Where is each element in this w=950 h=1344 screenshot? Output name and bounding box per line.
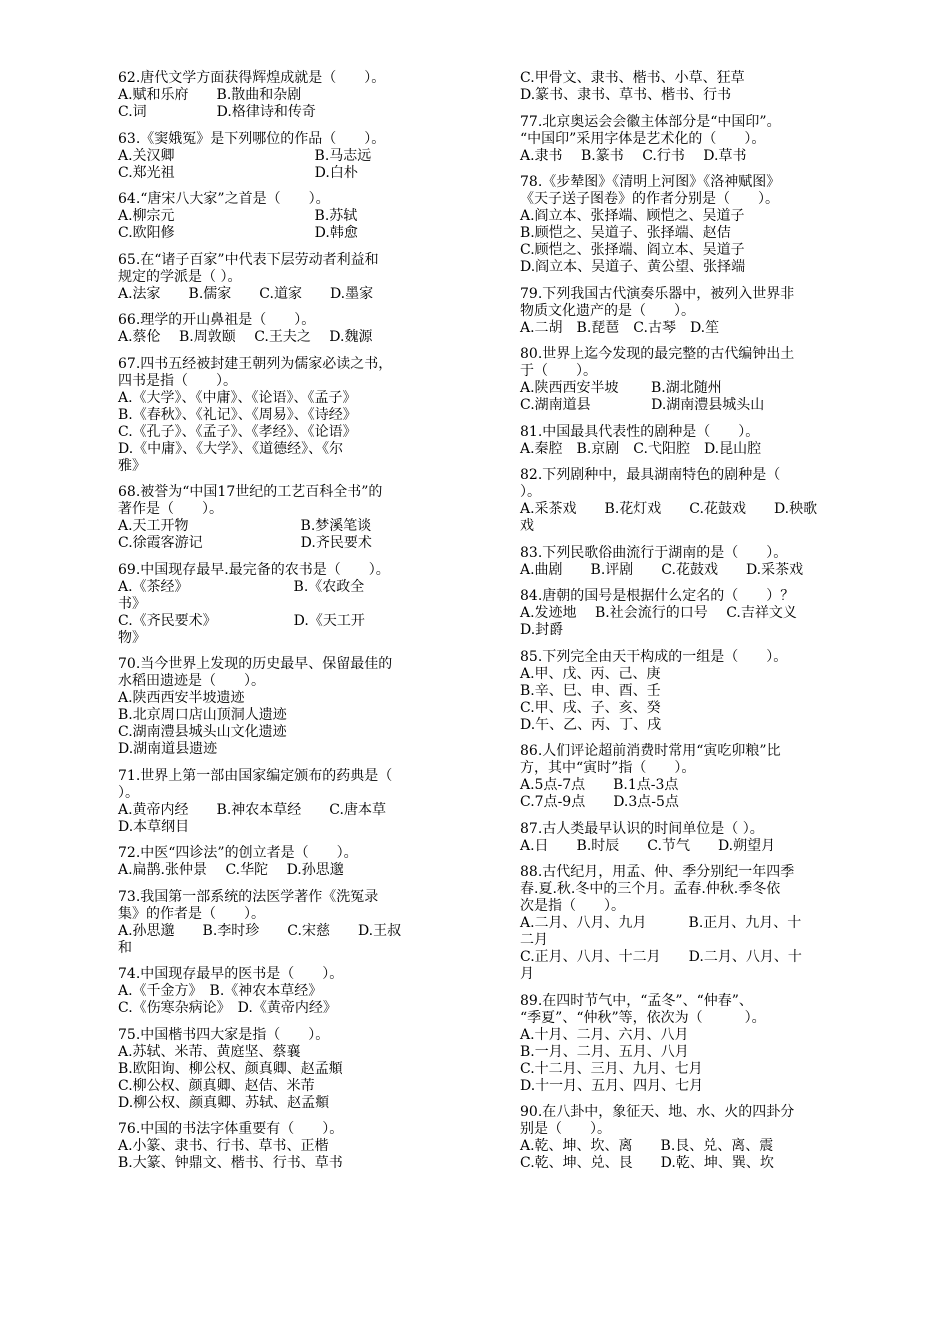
question-line: 77.北京奥运会会徽主体部分是“中国印”。	[520, 113, 781, 130]
question-line: A.二月、八月、九月 B.正月、九月、十	[520, 915, 802, 931]
question-line: A.孙思邈 B.李时珍 C.宋慈 D.王叔	[118, 922, 402, 939]
question-line: A.二胡 B.琵琶 C.古琴 D.笙	[520, 319, 720, 336]
question-block	[118, 1027, 463, 1112]
question-line: A.甲、戊、丙、己、庚	[520, 665, 661, 682]
question-line: 65.在“诸子百家”中代表下层劳动者利益和	[118, 251, 379, 268]
question-block	[520, 467, 865, 535]
question-line: 72.中医“四诊法”的创立者是（ ）。	[118, 845, 358, 861]
question-line: 68.被誉为“中国17世纪的工艺百科全书”的	[118, 484, 383, 500]
question-line: 79.下列我国古代演奏乐器中，被列入世界非	[520, 285, 795, 302]
question-line: 85.下列完全由天干构成的一组是（ ）。	[520, 648, 788, 665]
question-line: A.十月、二月、六月、八月	[520, 1026, 689, 1043]
question-line: 《天子送子图卷》的作者分别是（ ）。	[520, 191, 779, 207]
question-line: B.大篆、钟鼎文、楷书、行书、草书	[118, 1155, 343, 1171]
question-line: A.曲剧 B.评剧 C.花鼓戏 D.采茶戏	[520, 561, 804, 578]
question-line: 63.《窦娥冤》是下列哪位的作品（ ）。	[118, 130, 386, 147]
question-line: 84.唐朝的国号是根据什么定名的（ ）？	[520, 588, 795, 604]
question-line: 方，其中“寅时”指（ ）。	[520, 760, 696, 776]
question-block	[520, 864, 865, 983]
question-line: A.日 B.时辰 C.节气 D.朔望月	[520, 837, 776, 854]
question-line: 70.当今世界上发现的历史最早、保留最佳的	[118, 656, 393, 672]
question-line: A.柳宗元 B.苏轼	[118, 208, 358, 224]
question-line: 戏	[520, 518, 534, 534]
question-line: 春.夏.秋.冬中的三个月。孟春.仲秋.季冬依	[520, 881, 781, 897]
question-line: D.封爵	[520, 622, 564, 638]
question-block	[520, 286, 865, 337]
question-block	[118, 768, 463, 836]
question-line: A.发迹地 B.社会流行的口号 C.吉祥文义	[520, 605, 797, 621]
question-line: A.小篆、隶书、行书、草书、正楷	[118, 1138, 329, 1154]
question-block	[118, 356, 463, 475]
question-line: C.郑光祖 D.白朴	[118, 164, 358, 181]
question-block	[118, 845, 463, 879]
question-line: 物质文化遗产的是（ ）。	[520, 302, 695, 319]
question-line: A.乾、坤、坎、离 B.艮、兑、离、震	[520, 1138, 774, 1154]
question-block	[118, 562, 463, 647]
question-line: 86.人们评论超前消费时常用“寅吃卯粮”比	[520, 743, 781, 759]
question-block	[118, 70, 463, 121]
question-line: C.欧阳修 D.韩愈	[118, 225, 358, 241]
question-line: C.甲、戌、子、亥、癸	[520, 699, 661, 716]
question-block	[118, 484, 463, 552]
question-line: B.顾恺之、吴道子、张择端、赵佶	[520, 225, 731, 241]
question-line: B.北京周口店山顶洞人遗迹	[118, 707, 287, 723]
question-line: 别是（ ）。	[520, 1121, 611, 1137]
question-line: 74.中国现存最早的医书是（ ）。	[118, 966, 344, 982]
question-line: A.法家 B.儒家 C.道家 D.墨家	[118, 285, 374, 302]
question-line: C.7点-9点 D.3点-5点	[520, 794, 679, 810]
question-line: C.十二月、三月、九月、七月	[520, 1060, 703, 1077]
question-line: 66.理学的开山鼻祖是（ ）。	[118, 312, 316, 328]
question-block	[520, 424, 865, 458]
question-line: 67.四书五经被封建王朝列为儒家必读之书，	[118, 355, 393, 372]
question-block	[520, 346, 865, 414]
question-line: C.乾、坤、兑、艮 D.乾、坤、巽、坎	[520, 1155, 774, 1171]
question-block	[118, 312, 463, 346]
question-line: 四书是指（ ）。	[118, 372, 237, 389]
question-line: A.阎立本、张择端、顾恺之、吴道子	[520, 208, 745, 224]
question-block	[520, 743, 865, 811]
question-block	[520, 649, 865, 734]
question-block	[118, 966, 463, 1017]
question-line: A.隶书 B.篆书 C.行书 D.草书	[520, 147, 747, 164]
question-line: A.天工开物 B.梦溪笔谈	[118, 518, 372, 534]
question-line: A.《大学》、《中庸》、《论语》、《孟子》	[118, 389, 357, 406]
question-block	[520, 114, 865, 165]
question-block	[520, 821, 865, 855]
question-line: A.苏轼、米芾、黄庭坚、蔡襄	[118, 1043, 301, 1060]
question-line: D.篆书、隶书、草书、楷书、行书	[520, 87, 732, 103]
question-line: A.蔡伦 B.周敦颐 C.王夫之 D.魏源	[118, 329, 373, 345]
question-line: C.徐霞客游记 D.齐民要术	[118, 535, 372, 551]
question-line: D.阎立本、吴道子、黄公望、张择端	[520, 259, 746, 275]
question-line: D.湖南道县遗迹	[118, 741, 218, 757]
question-line: D.十一月、五月、四月、七月	[520, 1077, 704, 1094]
question-line: “季夏”、“仲秋”等，依次为（ ）。	[520, 1009, 766, 1026]
question-line: D.柳公权、颜真卿、苏轼、赵孟頫	[118, 1094, 330, 1111]
question-line: A.采茶戏 B.花灯戏 C.花鼓戏 D.秧歌	[520, 501, 818, 517]
question-line: A.关汉卿 B.马志远	[118, 147, 372, 164]
question-line: 71.世界上第一部由国家编定颁布的药典是（	[118, 767, 393, 784]
question-line: 69.中国现存最早.最完备的农书是（ ）。	[118, 561, 390, 578]
question-line: C.湖南澧县城头山文化遗迹	[118, 724, 287, 740]
question-line: 雅》	[118, 457, 146, 474]
question-line: 于（ ）。	[520, 363, 597, 379]
question-line: 次是指（ ）。	[520, 898, 625, 914]
question-line: C.《孔子》、《孟子》、《孝经》、《论语》	[118, 423, 357, 440]
question-line: D.《中庸》、《大学》、《道德经》、《尔	[118, 440, 344, 457]
question-line: 物》	[118, 629, 146, 646]
question-line: C.《伤寒杂病论》 D.《黄帝内经》	[118, 1000, 337, 1016]
question-block	[520, 1104, 865, 1172]
right-column	[520, 70, 865, 1182]
question-block	[520, 174, 865, 276]
question-block	[118, 131, 463, 182]
question-line: B.欧阳询、柳公权、颜真卿、赵孟頫	[118, 1060, 343, 1077]
question-block	[520, 545, 865, 579]
question-line: B.一月、二月、五月、八月	[520, 1043, 689, 1060]
question-line: A.赋和乐府 B.散曲和杂剧	[118, 87, 302, 103]
question-block	[520, 588, 865, 639]
question-line: B.《春秋》、《礼记》、《周易》、《诗经》	[118, 406, 357, 423]
question-line: C.甲骨文、隶书、楷书、小草、狂草	[520, 70, 745, 86]
question-block	[118, 889, 463, 957]
question-line: 73.我国第一部系统的法医学著作《洗冤录	[118, 888, 379, 905]
question-line: C.湖南道县 D.湖南澧县城头山	[520, 397, 765, 413]
question-line: ）。	[118, 784, 139, 801]
question-line: ）。	[520, 484, 541, 500]
question-line: C.《齐民要术》 D.《天工开	[118, 612, 365, 629]
question-line: “中国印”采用字体是艺术化的（ ）。	[520, 130, 766, 147]
left-column	[118, 70, 463, 1182]
question-line: 82.下列剧种中，最具湖南特色的剧种是（	[520, 467, 781, 483]
question-line: 著作是（ ）。	[118, 501, 223, 517]
question-line: 75.中国楷书四大家是指（ ）。	[118, 1026, 330, 1043]
question-line: A.扁鹊.张仲景 C.华陀 D.孙思邈	[118, 862, 344, 878]
question-line: 89.在四时节气中，“孟冬”、“仲春”、	[520, 992, 753, 1009]
question-line: 87.古人类最早认识的时间单位是（ ）。	[520, 820, 764, 837]
question-line: 和	[118, 939, 132, 956]
question-line: 书》	[118, 595, 146, 612]
question-line: 水稻田遗迹是（ ）。	[118, 673, 265, 689]
question-line: A.陕西西安半坡遗迹	[118, 690, 245, 706]
question-line: C.柳公权、颜真卿、赵佶、米芾	[118, 1077, 315, 1094]
question-block	[118, 1121, 463, 1172]
question-line: A.《千金方》 B.《神农本草经》	[118, 983, 323, 999]
question-line: 81.中国最具代表性的剧种是（ ）。	[520, 423, 760, 440]
question-line: D.本草纲目	[118, 818, 190, 835]
question-line: C.顾恺之、张择端、阎立本、吴道子	[520, 242, 745, 258]
question-line: 64.“唐宋八大家”之首是（ ）。	[118, 191, 330, 207]
question-line: 二月	[520, 932, 548, 948]
question-line: 78.《步辇图》《清明上河图》《洛神赋图》	[520, 174, 781, 190]
question-line: A.黄帝内经 B.神农本草经 C.唐本草	[118, 801, 386, 818]
question-line: C.正月、八月、十二月 D.二月、八月、十	[520, 949, 802, 965]
question-line: D.午、乙、丙、丁、戌	[520, 716, 662, 733]
question-line: A.陕西西安半坡 B.湖北随州	[520, 380, 722, 396]
question-line: 集》的作者是（ ）。	[118, 905, 265, 922]
question-line: 76.中国的书法字体重要有（ ）。	[118, 1121, 344, 1137]
question-line: A.《茶经》 B.《农政全	[118, 578, 365, 595]
question-line: 62.唐代文学方面获得辉煌成就是（ ）。	[118, 70, 386, 86]
question-line: C.词 D.格律诗和传奇	[118, 104, 316, 120]
question-block	[118, 191, 463, 242]
question-line: 88.古代纪月，用孟、仲、季分别纪一年四季	[520, 864, 795, 880]
question-block	[520, 70, 865, 104]
question-line: A.秦腔 B.京剧 C.弋阳腔 D.昆山腔	[520, 440, 762, 457]
question-line: B.辛、巳、申、酉、壬	[520, 682, 661, 699]
question-line: 90.在八卦中，象征天、地、水、火的四卦分	[520, 1104, 795, 1120]
question-line: 83.下列民歌俗曲流行于湖南的是（ ）。	[520, 544, 788, 561]
question-block	[520, 993, 865, 1095]
question-line: 80.世界上迄今发现的最完整的古代编钟出土	[520, 346, 795, 362]
question-line: 月	[520, 966, 534, 982]
question-block	[118, 656, 463, 758]
question-line: A.5点-7点 B.1点-3点	[520, 777, 679, 793]
question-block	[118, 252, 463, 303]
question-line: 规定的学派是（ ）。	[118, 268, 242, 285]
